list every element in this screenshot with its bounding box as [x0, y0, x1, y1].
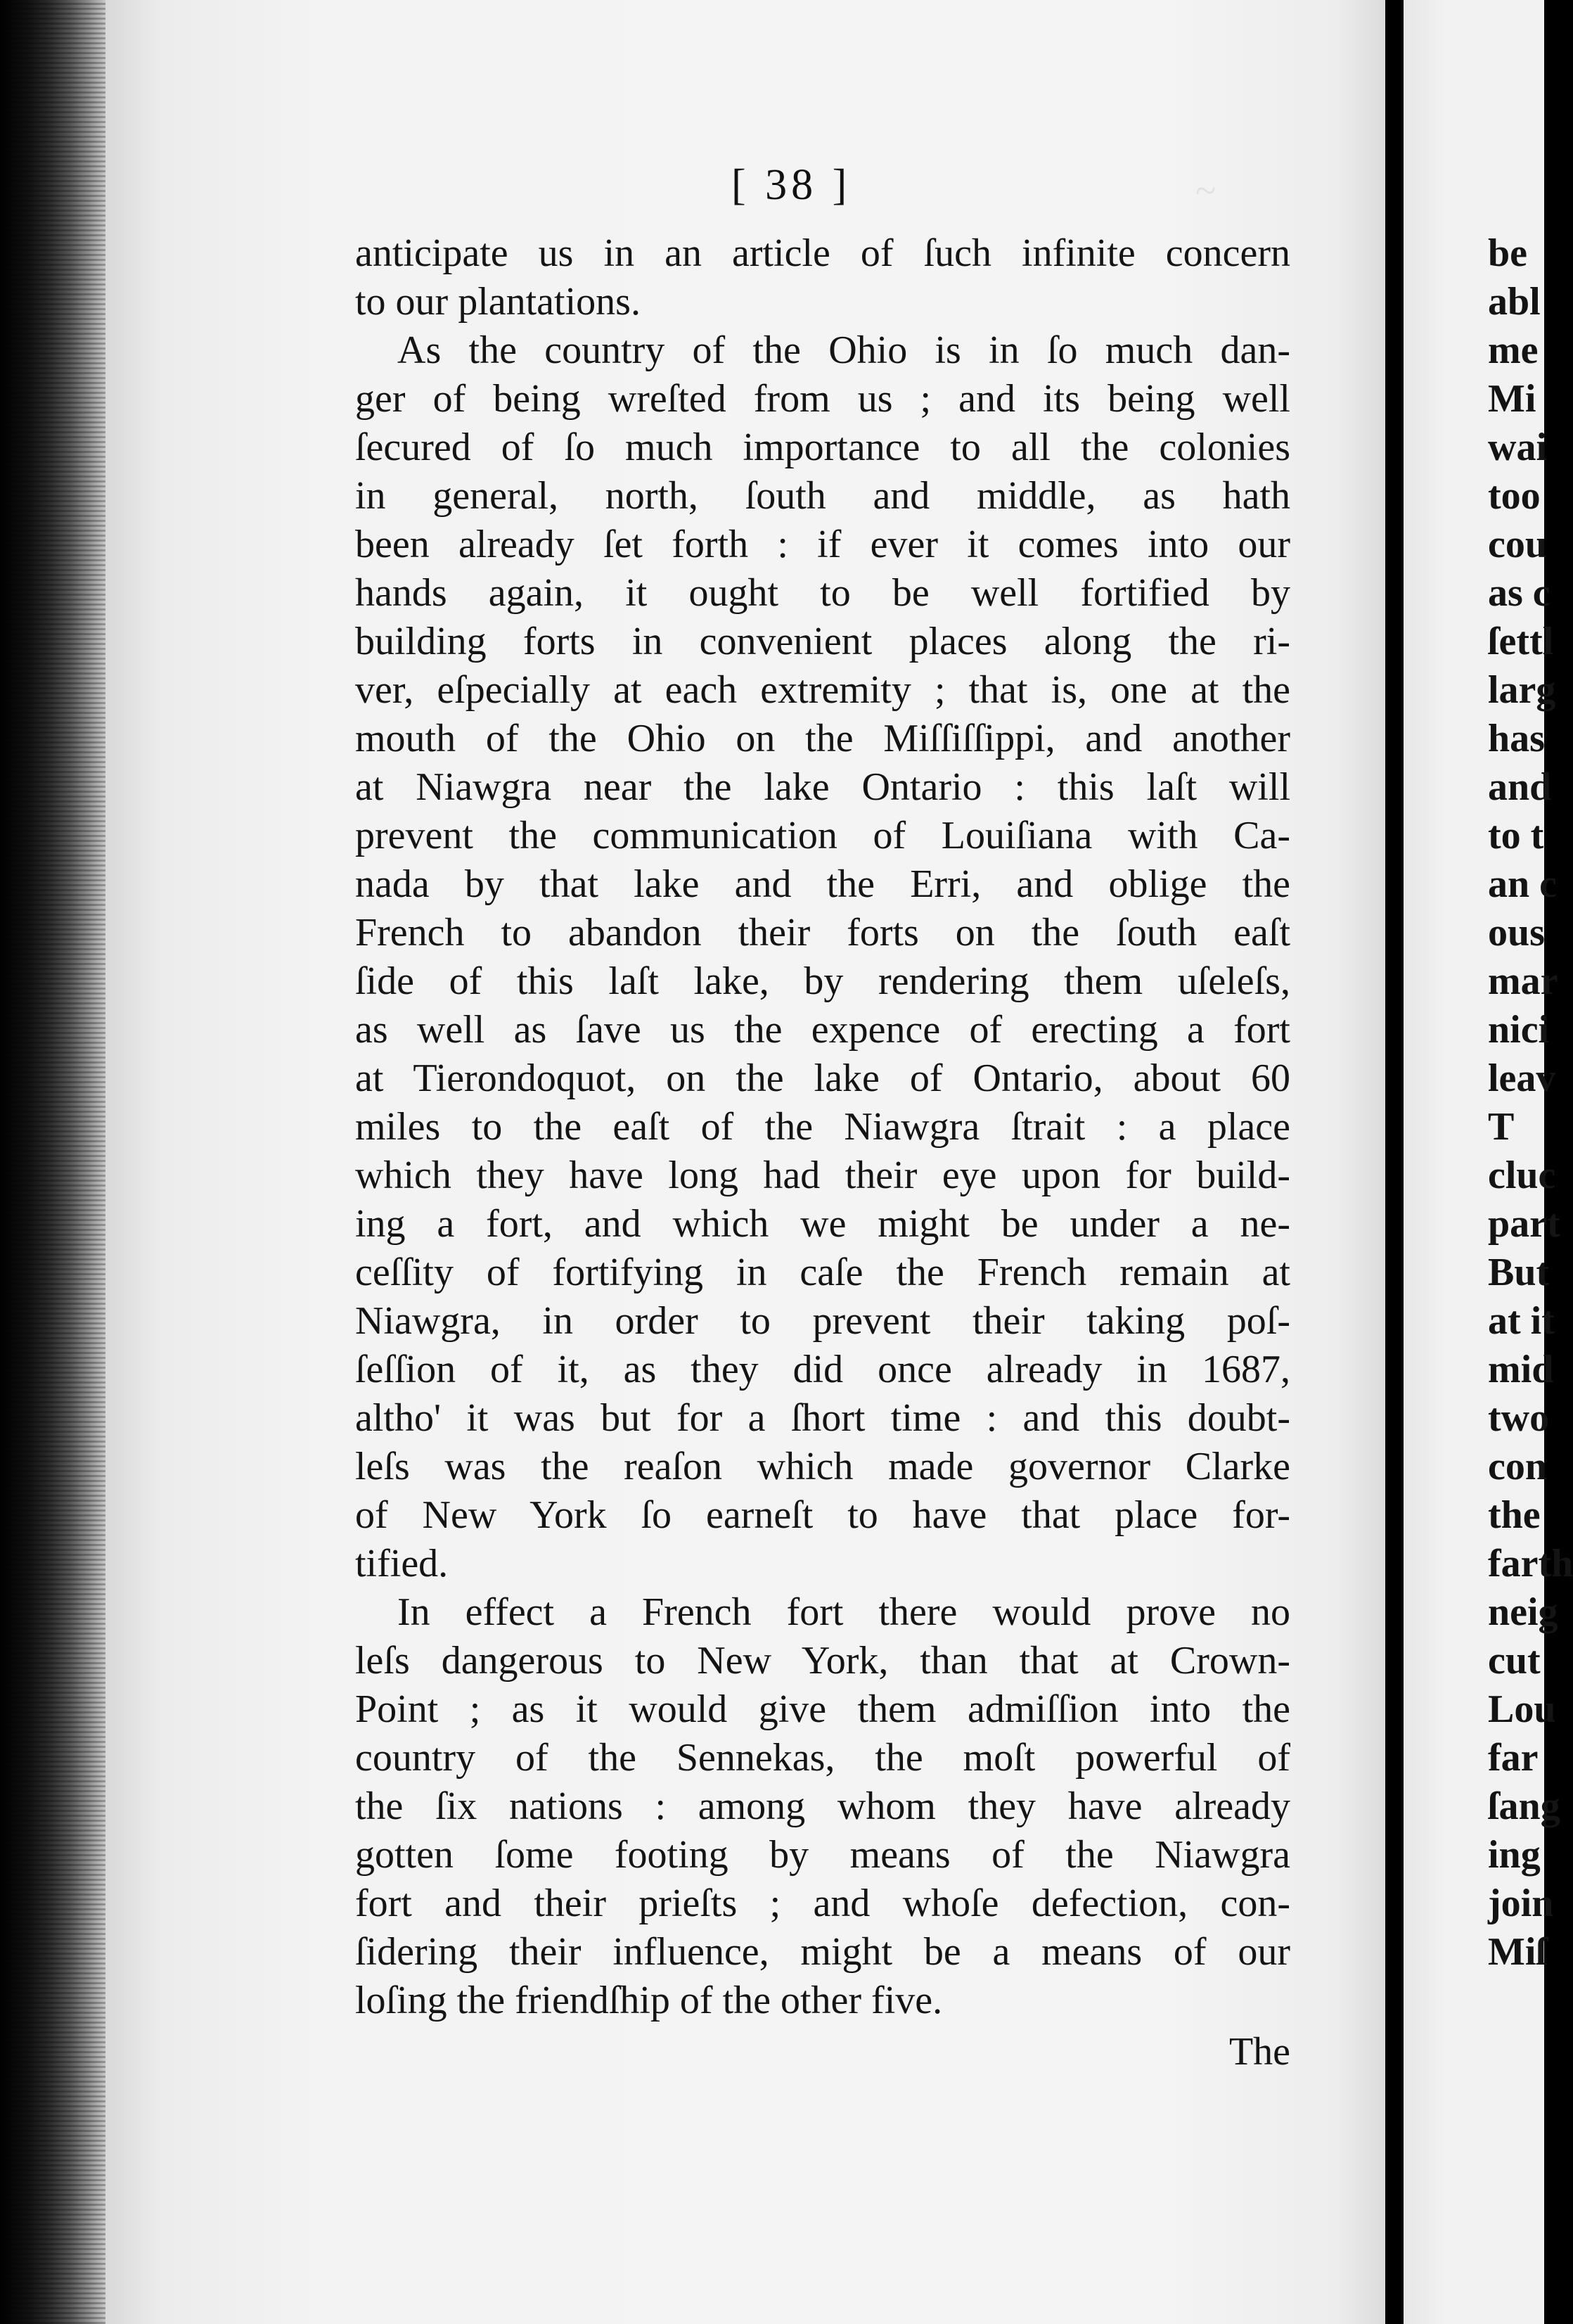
- right-page-line-fragment: Mi: [1488, 377, 1536, 421]
- right-page-line-fragment: wai: [1488, 426, 1547, 469]
- page-gutter: [1385, 0, 1404, 2324]
- text-line: loſing the friendſhip of the other five.: [355, 1979, 943, 2022]
- right-page-line-fragment: as c: [1488, 571, 1550, 615]
- text-line: country of the Sennekas, the moſt powerful of: [355, 1736, 1290, 1780]
- right-page-line-fragment: cluc: [1488, 1154, 1556, 1197]
- text-line: prevent the communication of Louiſiana with Ca-: [355, 814, 1290, 857]
- right-page-line-fragment: far: [1488, 1736, 1539, 1780]
- right-page-line-fragment: too: [1488, 474, 1541, 518]
- text-line: ceſſity of fortifying in caſe the French remain at: [355, 1251, 1290, 1294]
- text-line: nada by that lake and the Erri, and oblige the: [355, 862, 1290, 906]
- right-page-line-fragment: mar: [1488, 959, 1558, 1003]
- text-line: As the country of the Ohio is in ſo much dan-: [397, 328, 1290, 372]
- right-page-line-fragment: larg: [1488, 668, 1556, 712]
- text-line: ſide of this laſt lake, by rendering them uſeleſs,: [355, 959, 1290, 1003]
- right-page-line-fragment: ſang: [1488, 1784, 1560, 1828]
- text-line: which they have long had their eye upon for build-: [355, 1154, 1290, 1197]
- text-line: at Niawgra near the lake Ontario : this laſt will: [355, 765, 1290, 809]
- right-page-line-fragment: cut: [1488, 1639, 1541, 1683]
- right-page-line-fragment: Lou: [1488, 1687, 1556, 1731]
- right-page-line-fragment: has: [1488, 717, 1545, 760]
- text-line: French to abandon their forts on the ſouth eaſt: [355, 911, 1290, 954]
- text-line: at Tierondoquot, on the lake of Ontario, about 60: [355, 1056, 1290, 1100]
- right-page-line-fragment: to t: [1488, 814, 1544, 857]
- text-line: miles to the eaſt of the Niawgra ſtrait : a place: [355, 1105, 1290, 1149]
- right-page-line-fragment: mid: [1488, 1348, 1554, 1391]
- text-line: to our plantations.: [355, 280, 641, 324]
- text-line: of New York ſo earneſt to have that place for-: [355, 1493, 1290, 1537]
- catchword: The: [1228, 2030, 1290, 2074]
- text-line: ſeſſion of it, as they did once already in 1687,: [355, 1348, 1290, 1391]
- text-line: In effect a French fort there would prove no: [397, 1590, 1290, 1634]
- right-page-line-fragment: neig: [1488, 1590, 1558, 1634]
- text-line: building forts in convenient places along the ri-: [355, 620, 1290, 663]
- right-page-line-fragment: part: [1488, 1202, 1560, 1246]
- right-page-line-fragment: two: [1488, 1396, 1550, 1440]
- text-line: Point ; as it would give them admiſſion into the: [355, 1687, 1290, 1731]
- right-page-line-fragment: an c: [1488, 862, 1557, 906]
- text-line: the ſix nations : among whom they have already: [355, 1784, 1290, 1828]
- book-spine-shadow: [0, 0, 105, 2324]
- text-line: leſs dangerous to New York, than that at Crown-: [355, 1639, 1290, 1683]
- page-number: [ 38 ]: [731, 161, 852, 209]
- right-page-line-fragment: Miſ: [1488, 1930, 1547, 1974]
- right-page-line-fragment: the: [1488, 1493, 1541, 1537]
- text-line: ger of being wreſted from us ; and its being well: [355, 377, 1290, 421]
- text-line: mouth of the Ohio on the Miſſiſſippi, and another: [355, 717, 1290, 760]
- right-page-line-fragment: cou: [1488, 523, 1547, 566]
- right-page-line-fragment: at it: [1488, 1299, 1555, 1343]
- book-page-right-fragment: [1404, 0, 1573, 2324]
- text-line: tified.: [355, 1542, 449, 1585]
- text-line: ing a fort, and which we might be under a ne-: [355, 1202, 1290, 1246]
- right-page-text-fragments: [1488, 229, 1573, 1977]
- text-line: fort and their prieſts ; and whoſe defection, con-: [355, 1882, 1290, 1925]
- right-page-line-fragment: T: [1488, 1105, 1515, 1149]
- right-page-line-fragment: me: [1488, 328, 1539, 372]
- right-page-line-fragment: abl: [1488, 280, 1541, 324]
- text-line: ſidering their influence, might be a means of our: [355, 1930, 1290, 1974]
- right-page-line-fragment: ing: [1488, 1833, 1541, 1877]
- text-line: ſecured of ſo much importance to all the colonies: [355, 426, 1290, 469]
- text-line: altho' it was but for a ſhort time : and this doubt-: [355, 1396, 1290, 1440]
- right-page-line-fragment: ſettl: [1488, 620, 1554, 663]
- right-page-line-fragment: join: [1488, 1882, 1554, 1925]
- right-page-line-fragment: But: [1488, 1251, 1550, 1294]
- right-page-line-fragment: nici: [1488, 1008, 1550, 1052]
- bleed-through-ghost-text: ~: [1195, 170, 1216, 212]
- right-page-line-fragment: be: [1488, 231, 1527, 275]
- text-line: leſs was the reaſon which made governor Clarke: [355, 1445, 1290, 1488]
- text-line: hands again, it ought to be well fortified by: [355, 571, 1290, 615]
- text-line: gotten ſome footing by means of the Niawgra: [355, 1833, 1290, 1877]
- text-line: anticipate us in an article of ſuch infinite concern: [355, 231, 1290, 275]
- body-text: [355, 229, 1290, 2076]
- text-line: in general, north, ſouth and middle, as hath: [355, 474, 1290, 518]
- text-line: been already ſet forth : if ever it comes into our: [355, 523, 1290, 566]
- right-page-line-fragment: leav: [1488, 1056, 1556, 1100]
- right-page-line-fragment: farth: [1488, 1542, 1573, 1585]
- right-page-line-fragment: con: [1488, 1445, 1547, 1488]
- text-line: ver, eſpecially at each extremity ; that is, one at the: [355, 668, 1290, 712]
- right-page-line-fragment: ous: [1488, 911, 1545, 954]
- text-line: Niawgra, in order to prevent their taking poſ-: [355, 1299, 1290, 1343]
- right-page-line-fragment: and: [1488, 765, 1552, 809]
- text-line: as well as ſave us the expence of erecting a fort: [355, 1008, 1290, 1052]
